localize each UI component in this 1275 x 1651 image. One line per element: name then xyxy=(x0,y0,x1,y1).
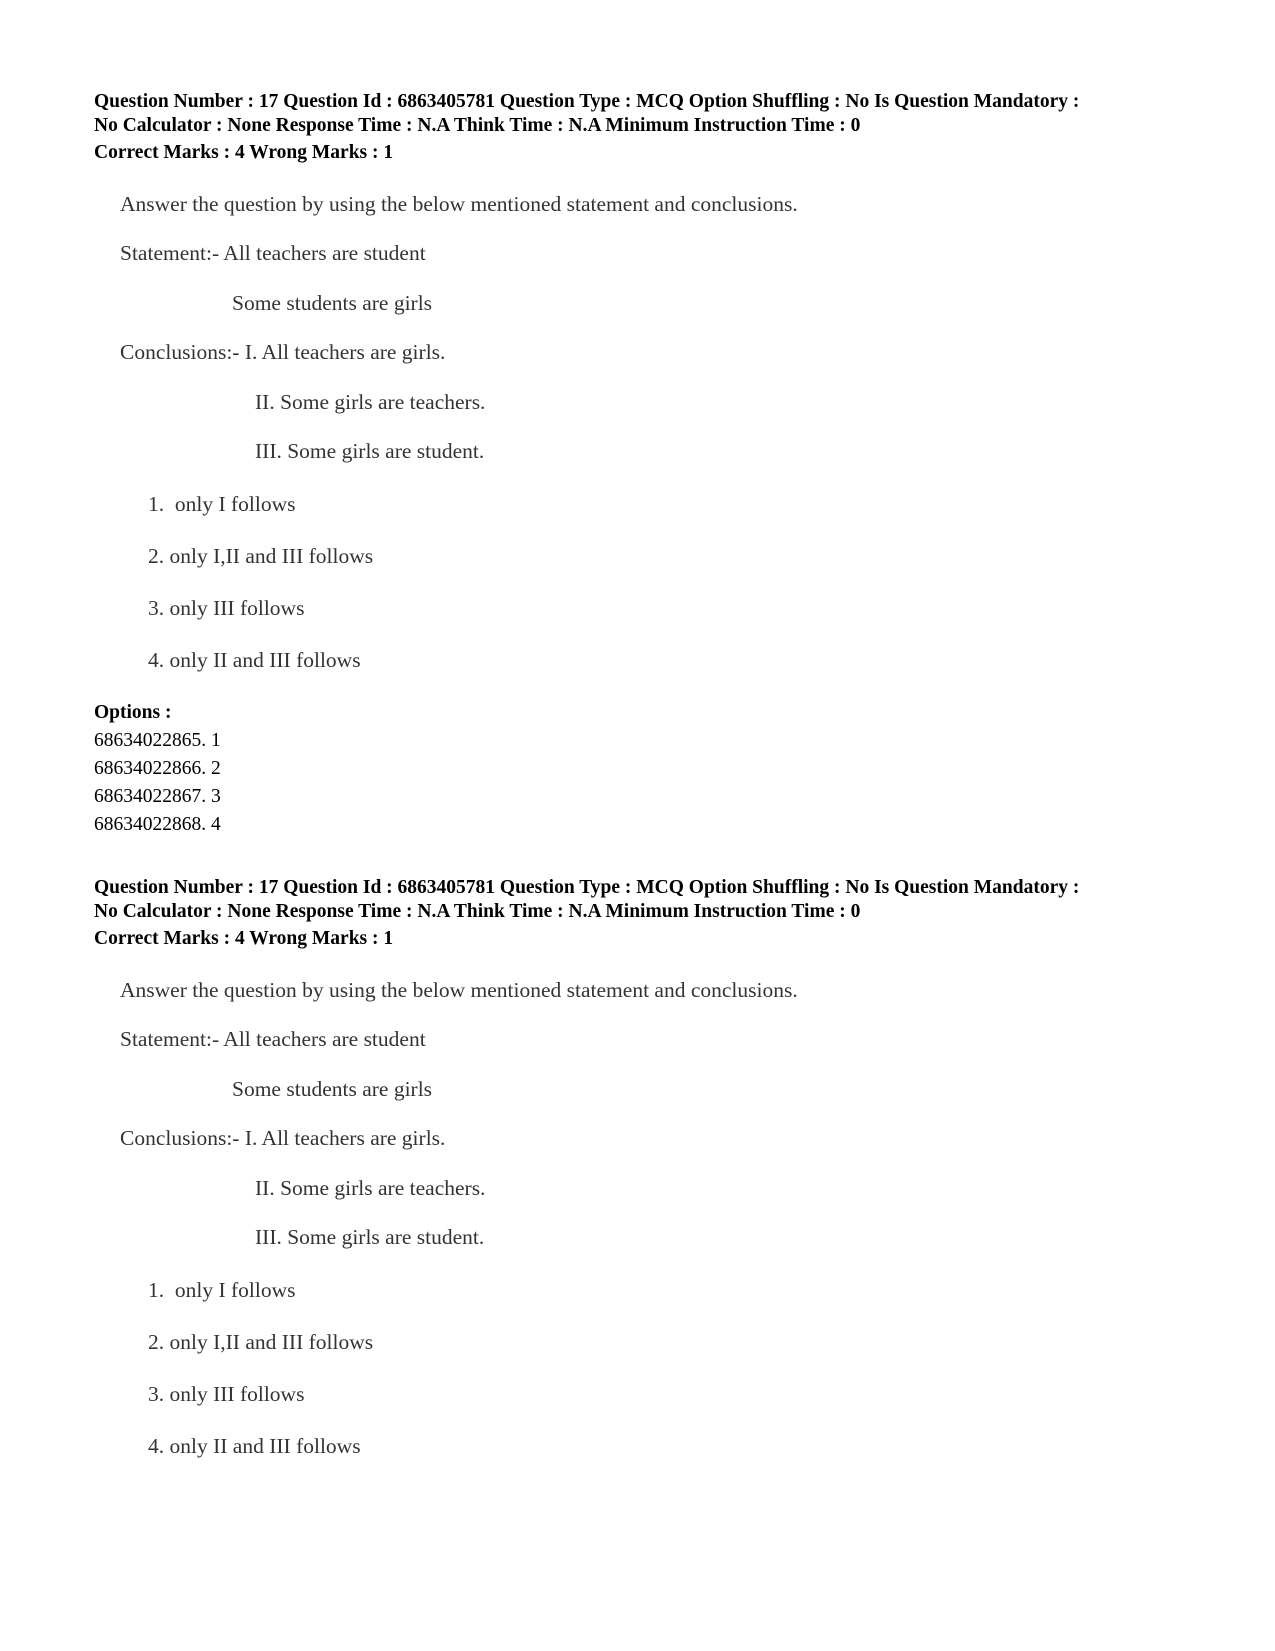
answer-choice-3: 3. only III follows xyxy=(148,596,305,620)
question-marks: Correct Marks : 4 Wrong Marks : 1 xyxy=(94,928,394,949)
question-marks: Correct Marks : 4 Wrong Marks : 1 xyxy=(94,142,394,163)
question-instruction: Answer the question by using the below mentioned statement and conclusions. xyxy=(120,978,798,1002)
answer-choice-4: 4. only II and III follows xyxy=(148,1434,361,1458)
statement-line-1: Statement:- All teachers are student xyxy=(120,1027,426,1051)
conclusion-line-3: III. Some girls are student. xyxy=(255,1225,485,1249)
answer-choice-2: 2. only I,II and III follows xyxy=(148,1330,374,1354)
options-label: Options : xyxy=(94,702,172,723)
conclusion-line-1: Conclusions:- I. All teachers are girls. xyxy=(120,1126,446,1150)
question-meta xyxy=(94,876,1214,924)
question-meta-line-1: Question Number : 17 Question Id : 6863405781 Question Type : MCQ Option Shuffling : No Is Question Mandatory : xyxy=(94,91,1080,112)
answer-choice-3: 3. only III follows xyxy=(148,1382,305,1406)
option-id-2: 68634022866. 2 xyxy=(94,758,221,779)
conclusion-line-2: II. Some girls are teachers. xyxy=(255,1176,486,1200)
statement-line-2: Some students are girls xyxy=(232,1077,433,1101)
question-meta-line-2: No Calculator : None Response Time : N.A Think Time : N.A Minimum Instruction Time : 0 xyxy=(94,115,861,136)
answer-choice-1: 1. only I follows xyxy=(148,492,296,516)
option-id-3: 68634022867. 3 xyxy=(94,786,221,807)
conclusion-line-3: III. Some girls are student. xyxy=(255,439,485,463)
question-meta-line-2: No Calculator : None Response Time : N.A Think Time : N.A Minimum Instruction Time : 0 xyxy=(94,901,861,922)
statement-line-2: Some students are girls xyxy=(232,291,433,315)
conclusion-line-2: II. Some girls are teachers. xyxy=(255,390,486,414)
option-id-4: 68634022868. 4 xyxy=(94,814,221,835)
question-meta-line-1: Question Number : 17 Question Id : 6863405781 Question Type : MCQ Option Shuffling : No Is Question Mandatory : xyxy=(94,877,1080,898)
conclusion-line-1: Conclusions:- I. All teachers are girls. xyxy=(120,340,446,364)
answer-choice-1: 1. only I follows xyxy=(148,1278,296,1302)
answer-choice-2: 2. only I,II and III follows xyxy=(148,544,374,568)
question-instruction: Answer the question by using the below mentioned statement and conclusions. xyxy=(120,192,798,216)
statement-line-1: Statement:- All teachers are student xyxy=(120,241,426,265)
option-id-1: 68634022865. 1 xyxy=(94,730,221,751)
answer-choice-4: 4. only II and III follows xyxy=(148,648,361,672)
